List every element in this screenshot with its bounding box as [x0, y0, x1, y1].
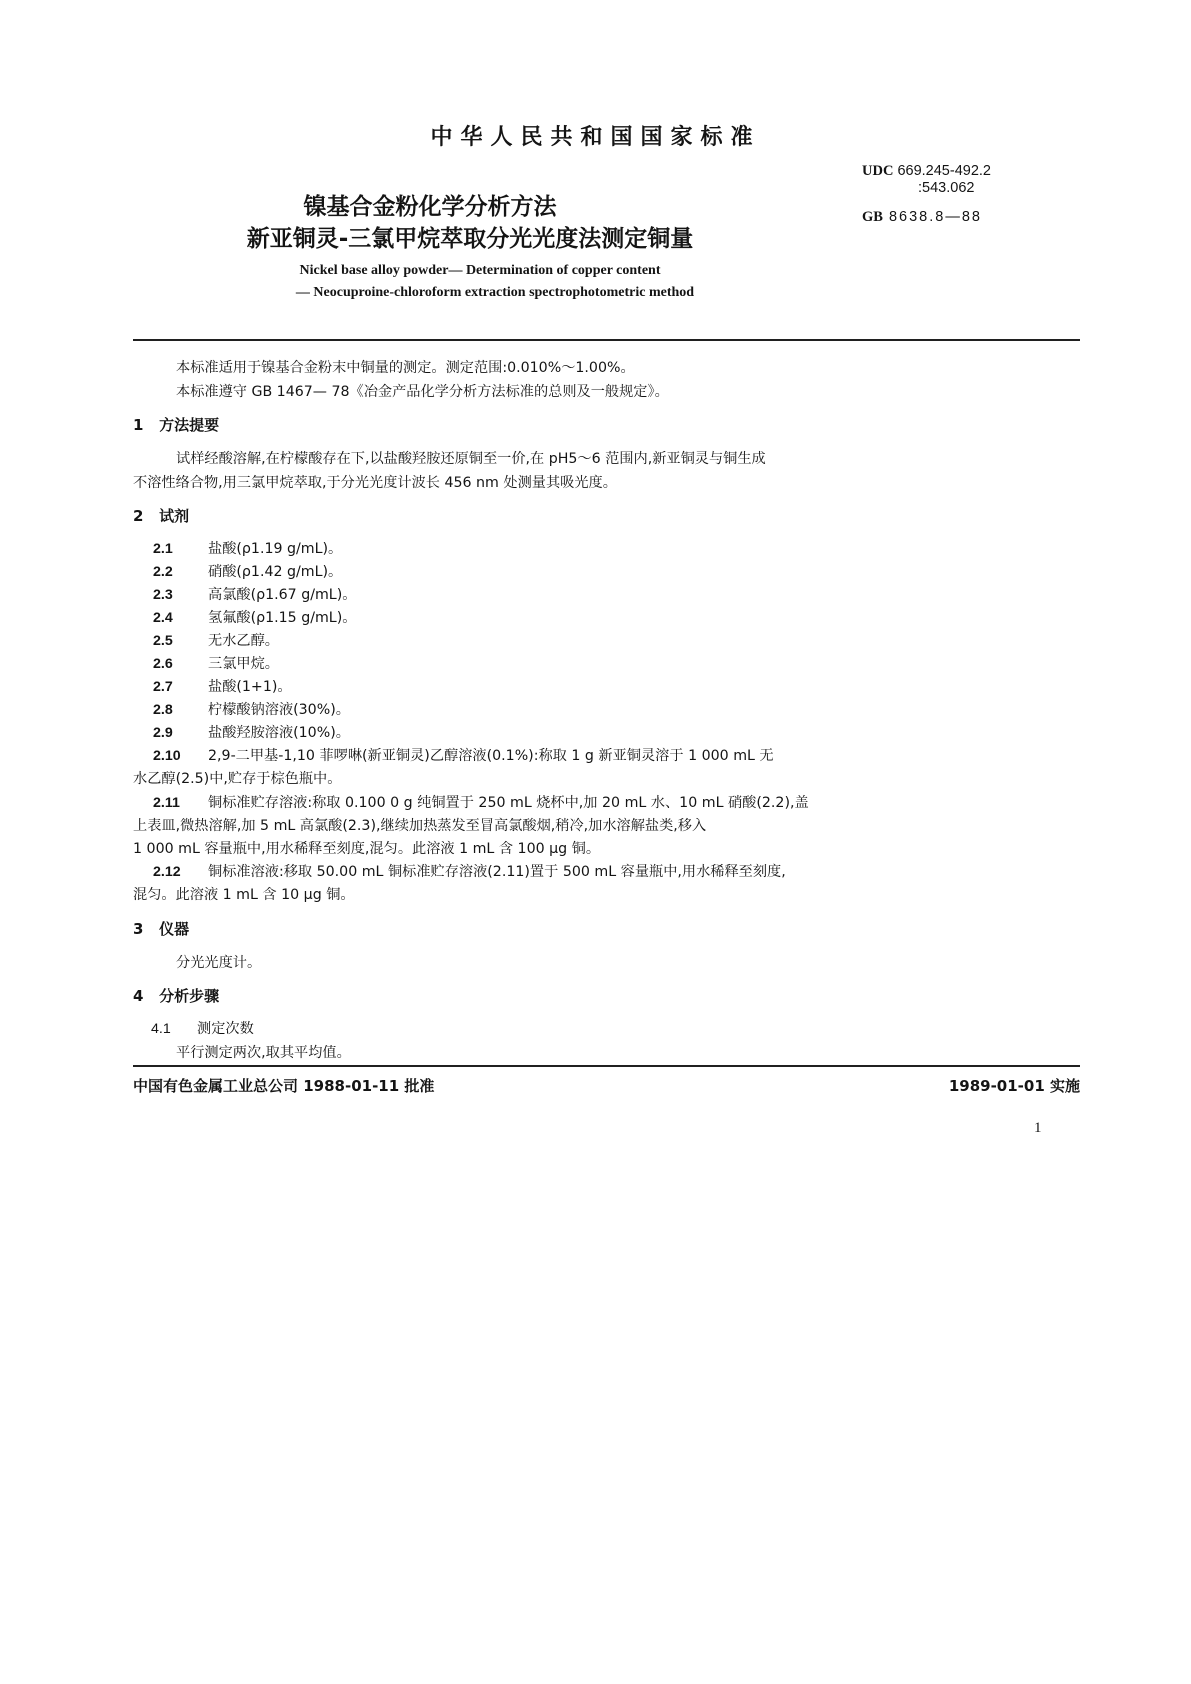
reagent-item-2-11-line1: 2.11 铜标准贮存溶液:称取 0.100 0 g 纯铜置于 250 mL 烧杯中,加 20 mL 水、10 mL 硝酸(2.2),盖	[153, 795, 809, 811]
intro-reference: 本标准遵守 GB 1467— 78《冶金产品化学分析方法标准的总则及一般规定》。	[176, 384, 669, 400]
reagent-item: 2.7 盐酸(1+1)。	[153, 679, 292, 695]
footer-divider	[133, 1065, 1080, 1067]
udc-label: UDC	[862, 163, 894, 179]
header-divider	[133, 339, 1080, 341]
page-number: 1	[1034, 1120, 1042, 1136]
reagent-item: 2.6 三氯甲烷。	[153, 656, 279, 672]
gb-code: 8638.8—88	[888, 209, 982, 225]
section-2-heading	[133, 505, 189, 526]
reagent-item: 2.4 氢氟酸(ρ1.15 g/mL)。	[153, 610, 357, 626]
section-3-text: 分光光度计。	[176, 955, 262, 971]
section-number: 4	[133, 987, 144, 1005]
reagent-item: 2.3 高氯酸(ρ1.67 g/mL)。	[153, 587, 357, 603]
section-title: 试剂	[159, 507, 190, 525]
intro-scope: 本标准适用于镍基合金粉末中铜量的测定。测定范围:0.010%～1.00%。	[176, 360, 635, 376]
reagent-item-2-10-line1: 2.10 2,9-二甲基-1,10 菲啰啉(新亚铜灵)乙醇溶液(0.1%):称取 1 g 新亚铜灵溶于 1 000 mL 无	[153, 748, 774, 764]
reagent-item-2-11-line3: 1 000 mL 容量瓶中,用水稀释至刻度,混匀。此溶液 1 mL 含 100 μg 铜。	[133, 841, 601, 857]
gb-label: GB	[862, 209, 883, 225]
reagent-item-2-10-line2: 水乙醇(2.5)中,贮存于棕色瓶中。	[133, 771, 342, 787]
section-1-line2: 不溶性络合物,用三氯甲烷萃取,于分光光度计波长 456 nm 处测量其吸光度。	[133, 475, 617, 491]
approval-line: 中国有色金属工业总公司 1988-01-11 批准	[133, 1077, 435, 1095]
title-line2: 新亚铜灵-三氯甲烷萃取分光光度法测定铜量	[246, 226, 694, 252]
reagent-item: 2.5 无水乙醇。	[153, 633, 279, 649]
section-4-heading	[133, 985, 219, 1006]
reagent-item: 2.9 盐酸羟胺溶液(10%)。	[153, 725, 350, 741]
section-number: 2	[133, 507, 144, 525]
title-line1: 镍基合金粉化学分析方法	[303, 194, 557, 220]
reagent-item: 2.2 硝酸(ρ1.42 g/mL)。	[153, 564, 343, 580]
reagent-item: 2.1 盐酸(ρ1.19 g/mL)。	[153, 541, 343, 557]
section-title: 仪器	[159, 920, 190, 938]
section-3-heading	[133, 918, 189, 939]
reagent-item: 2.8 柠檬酸钠溶液(30%)。	[153, 702, 350, 718]
effective-date: 1989-01-01 实施	[948, 1077, 1080, 1095]
udc-code	[862, 163, 991, 180]
national-standard-heading: 中华人民共和国国家标准	[430, 125, 761, 150]
udc-line2: :543.062	[918, 180, 975, 196]
english-title-line2: — Neocuproine-chloroform extraction spectrophotometric method	[295, 285, 695, 300]
section-title: 方法提要	[159, 416, 220, 434]
section-1-heading	[133, 414, 219, 435]
section-title: 分析步骤	[159, 987, 220, 1005]
section-number: 1	[133, 416, 144, 434]
section-4-1-heading: 4.1 测定次数	[151, 1021, 254, 1037]
reagent-item-2-12-line1: 2.12 铜标准溶液:移取 50.00 mL 铜标准贮存溶液(2.11)置于 500 mL 容量瓶中,用水稀释至刻度,	[153, 864, 786, 880]
section-1-line1: 试样经酸溶解,在柠檬酸存在下,以盐酸羟胺还原铜至一价,在 pH5～6 范围内,新亚铜灵与铜生成	[176, 451, 766, 467]
reagent-item-2-11-line2: 上表皿,微热溶解,加 5 mL 高氯酸(2.3),继续加热蒸发至冒高氯酸烟,稍冷,加水溶解盐类,移入	[133, 818, 707, 834]
section-4-1-text: 平行测定两次,取其平均值。	[176, 1045, 351, 1061]
english-title-line1: Nickel base alloy powder— Determination of copper content	[299, 263, 661, 278]
section-number: 3	[133, 920, 144, 938]
udc-line1: 669.245-492.2	[897, 163, 991, 179]
reagent-item-2-12-line2: 混匀。此溶液 1 mL 含 10 μg 铜。	[133, 887, 355, 903]
